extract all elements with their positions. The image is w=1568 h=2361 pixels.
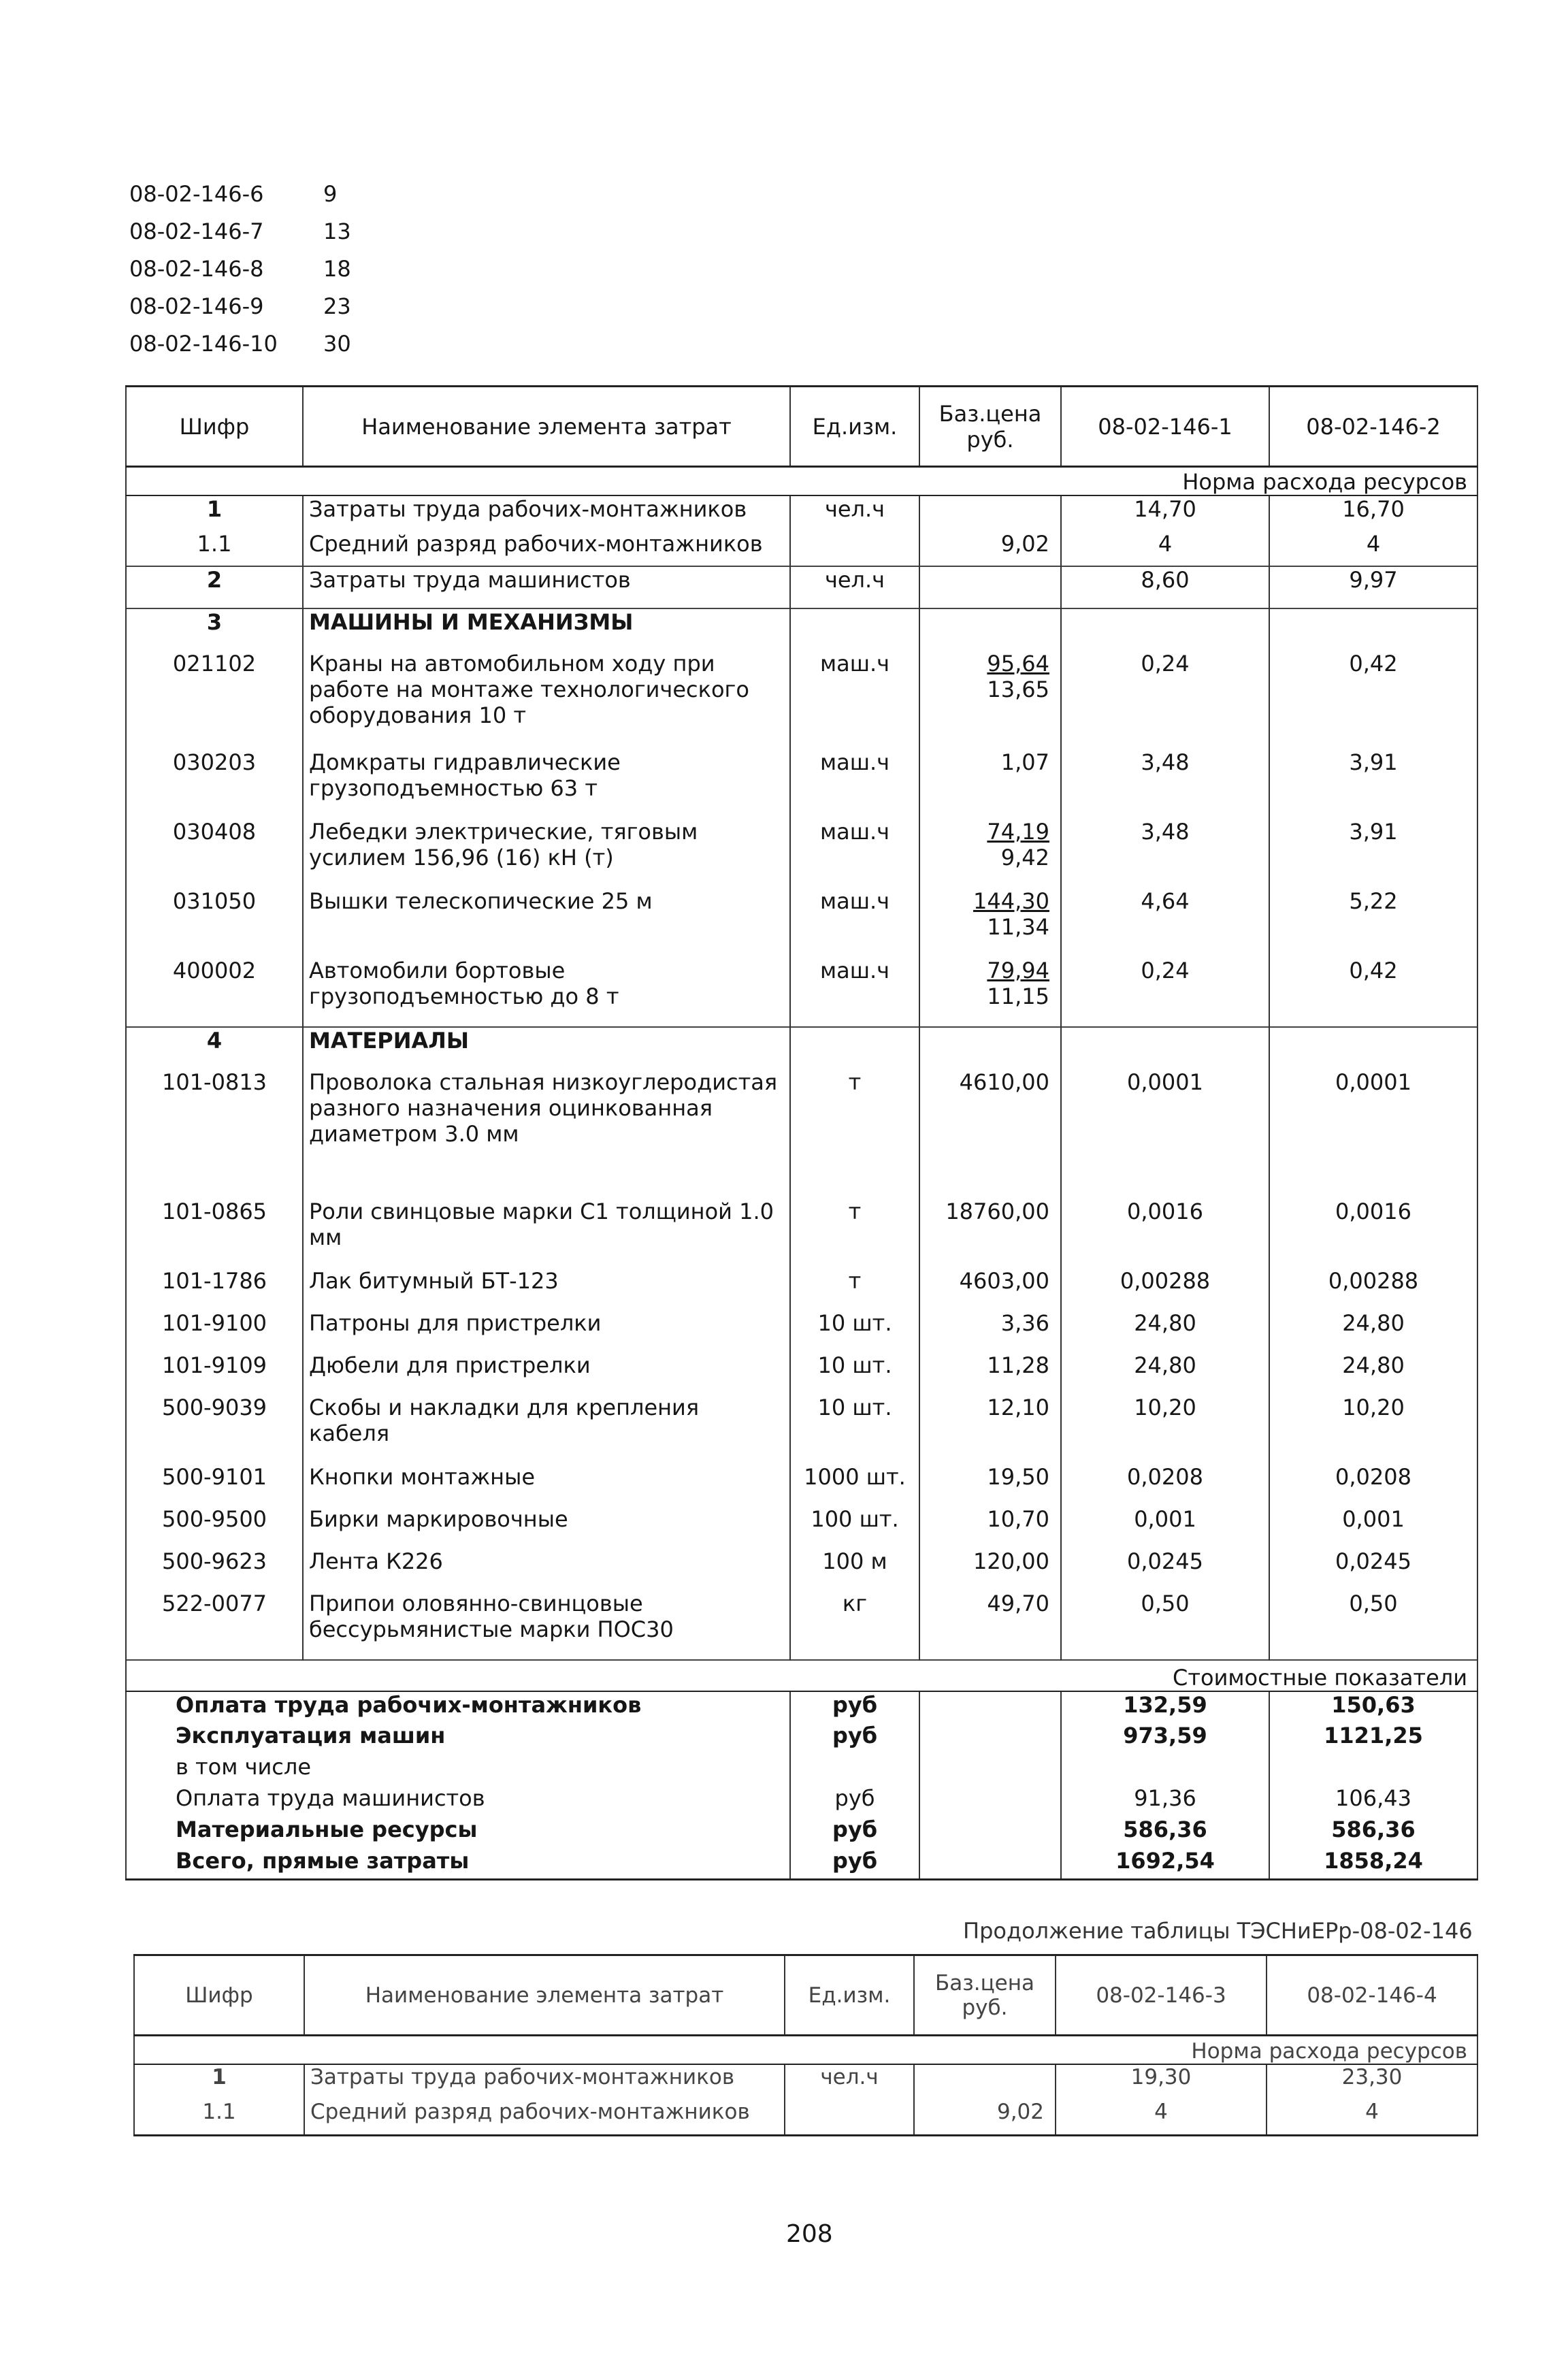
row-unit (790, 608, 919, 651)
total-unit: руб (790, 1817, 919, 1848)
header-unit: Ед.изм. (790, 387, 919, 467)
table-header-row (126, 387, 1477, 467)
row-price (919, 1268, 1061, 1310)
row-name: МАШИНЫ И МЕХАНИЗМЫ (303, 608, 790, 651)
price-secondary-value: 11,15 (987, 983, 1049, 1009)
list-value: 18 (323, 256, 351, 282)
row-unit (790, 1027, 919, 1069)
total-price (919, 1848, 1061, 1879)
row-name: Затраты труда рабочих-монтажников (304, 2064, 785, 2100)
price-value: 144,30 (973, 888, 1049, 914)
code-list-row (129, 250, 391, 288)
table-row (126, 1395, 1477, 1464)
row-value-1: 14,70 (1061, 495, 1269, 531)
row-name: Лента К226 (303, 1548, 790, 1591)
row-price (919, 651, 1061, 749)
total-label: Всего, прямые затраты (126, 1848, 790, 1879)
row-code: 1 (134, 2064, 304, 2100)
norm-subheader: Норма расхода ресурсов (134, 2036, 1477, 2065)
code-list-row (129, 213, 391, 250)
row-unit: 1000 шт. (790, 1464, 919, 1506)
code-list-row (129, 288, 391, 325)
row-unit: маш.ч (790, 958, 919, 1027)
row-name: Средний разряд рабочих-монтажников (303, 531, 790, 566)
row-code: 400002 (126, 958, 303, 1027)
row-value-1: 0,24 (1061, 958, 1269, 1027)
row-code: 1 (126, 495, 303, 531)
row-value-2: 5,22 (1269, 888, 1477, 958)
row-value-2: 24,80 (1269, 1310, 1477, 1352)
row-value-2: 4 (1269, 531, 1477, 566)
table-row (126, 1464, 1477, 1506)
row-unit: т (790, 1069, 919, 1199)
table-row (126, 888, 1477, 958)
row-unit: маш.ч (790, 651, 919, 749)
row-value-1: 24,80 (1061, 1310, 1269, 1352)
header-name: Наименование элемента затрат (303, 387, 790, 467)
row-unit: чел.ч (790, 566, 919, 608)
row-value-1: 4 (1061, 531, 1269, 566)
row-price (919, 749, 1061, 819)
row-price (919, 1310, 1061, 1352)
row-code: 500-9101 (126, 1464, 303, 1506)
table-row (126, 1591, 1477, 1660)
resource-table-continued (133, 1954, 1478, 2136)
total-label: Материальные ресурсы (126, 1817, 790, 1848)
row-code: 101-0865 (126, 1199, 303, 1268)
total-row (126, 1691, 1477, 1723)
row-price (919, 1464, 1061, 1506)
total-value-2: 106,43 (1269, 1785, 1477, 1817)
price-value: 1,07 (1000, 749, 1049, 775)
list-value: 30 (323, 331, 351, 357)
price-value: 10,70 (987, 1506, 1049, 1532)
row-name: Проволока стальная низкоуглеродистая разного назначения оцинкованная диаметром 3.0 мм (303, 1069, 790, 1199)
total-value-2 (1269, 1754, 1477, 1785)
total-price (919, 1691, 1061, 1723)
row-unit: т (790, 1199, 919, 1268)
row-value-2: 23,30 (1267, 2064, 1477, 2100)
total-label: в том числе (126, 1754, 790, 1785)
row-value-2: 0,0001 (1269, 1069, 1477, 1199)
row-value-2: 10,20 (1269, 1395, 1477, 1464)
row-code: 4 (126, 1027, 303, 1069)
table-row (126, 1199, 1477, 1268)
row-price (919, 608, 1061, 651)
price-value: 12,10 (987, 1395, 1049, 1420)
price-value: 95,64 (987, 651, 1049, 677)
row-unit (785, 2100, 914, 2135)
row-price (919, 1591, 1061, 1660)
row-value-1: 0,0208 (1061, 1464, 1269, 1506)
row-price (919, 1199, 1061, 1268)
row-value-2 (1269, 1027, 1477, 1069)
header-code: Шифр (126, 387, 303, 467)
row-unit: маш.ч (790, 749, 919, 819)
header-price: Баз.цена руб. (919, 387, 1061, 467)
total-value-2: 586,36 (1269, 1817, 1477, 1848)
row-value-1: 0,0001 (1061, 1069, 1269, 1199)
row-name: Домкраты гидравлические грузоподъемностью 63 т (303, 749, 790, 819)
row-value-2: 3,91 (1269, 749, 1477, 819)
table-row (126, 1548, 1477, 1591)
list-code: 08-02-146-7 (129, 218, 264, 244)
row-value-2: 4 (1267, 2100, 1477, 2135)
table-row (126, 1027, 1477, 1069)
table-row (126, 1352, 1477, 1395)
row-price (919, 1027, 1061, 1069)
row-value-2: 0,0208 (1269, 1464, 1477, 1506)
row-value-1: 4,64 (1061, 888, 1269, 958)
price-value: 18760,00 (945, 1199, 1049, 1224)
total-price (919, 1785, 1061, 1817)
row-code: 101-9109 (126, 1352, 303, 1395)
list-code: 08-02-146-9 (129, 293, 264, 319)
row-code: 101-0813 (126, 1069, 303, 1199)
header-col2: 08-02-146-4 (1267, 1955, 1477, 2036)
total-unit: руб (790, 1723, 919, 1754)
row-value-1: 3,48 (1061, 819, 1269, 888)
code-list-row (129, 176, 391, 213)
row-code: 3 (126, 608, 303, 651)
row-value-1: 0,00288 (1061, 1268, 1269, 1310)
resource-table (125, 385, 1478, 1880)
row-value-1: 8,60 (1061, 566, 1269, 608)
list-value: 23 (323, 293, 351, 319)
total-row (126, 1723, 1477, 1754)
total-unit: руб (790, 1785, 919, 1817)
row-value-2: 0,50 (1269, 1591, 1477, 1660)
row-value-2: 0,001 (1269, 1506, 1477, 1548)
row-value-2: 0,42 (1269, 958, 1477, 1027)
header-name: Наименование элемента затрат (304, 1955, 785, 2036)
total-label: Оплата труда рабочих-монтажников (126, 1691, 790, 1723)
list-value: 9 (323, 181, 338, 207)
row-unit: чел.ч (785, 2064, 914, 2100)
row-code: 101-9100 (126, 1310, 303, 1352)
row-code: 1.1 (134, 2100, 304, 2135)
table-row (126, 1069, 1477, 1199)
row-value-2: 24,80 (1269, 1352, 1477, 1395)
row-name: Скобы и накладки для крепления кабеля (303, 1395, 790, 1464)
table-row (126, 1268, 1477, 1310)
table-body (126, 495, 1477, 1879)
row-name: Вышки телескопические 25 м (303, 888, 790, 958)
row-value-2: 0,0245 (1269, 1548, 1477, 1591)
row-price (919, 1352, 1061, 1395)
list-code: 08-02-146-10 (129, 331, 278, 357)
row-value-1: 10,20 (1061, 1395, 1269, 1464)
row-price (919, 888, 1061, 958)
row-name: Лебедки электрические, тяговым усилием 156,96 (16) кН (т) (303, 819, 790, 888)
row-value-2: 3,91 (1269, 819, 1477, 888)
row-unit: кг (790, 1591, 919, 1660)
subheader-row (126, 467, 1477, 496)
total-value-1: 1692,54 (1061, 1848, 1269, 1879)
row-price (919, 819, 1061, 888)
total-unit (790, 1754, 919, 1785)
price-value: 79,94 (987, 958, 1049, 983)
price-value: 4603,00 (959, 1268, 1049, 1294)
total-value-1 (1061, 1754, 1269, 1785)
header-code: Шифр (134, 1955, 304, 2036)
row-price (919, 531, 1061, 566)
row-value-2: 0,0016 (1269, 1199, 1477, 1268)
total-row (126, 1817, 1477, 1848)
code-list-row (129, 325, 391, 363)
total-row (126, 1785, 1477, 1817)
table-row (126, 608, 1477, 651)
row-unit: 10 шт. (790, 1395, 919, 1464)
row-unit: 100 шт. (790, 1506, 919, 1548)
header-col1: 08-02-146-3 (1056, 1955, 1267, 2036)
row-value-1: 0,50 (1061, 1591, 1269, 1660)
row-code: 500-9500 (126, 1506, 303, 1548)
price-value: 9,02 (1000, 531, 1049, 557)
row-price (914, 2064, 1056, 2100)
total-value-1: 132,59 (1061, 1691, 1269, 1723)
row-unit: т (790, 1268, 919, 1310)
continuation-caption: Продолжение таблицы ТЭСНиЕРр-08-02-146 (963, 1918, 1473, 1944)
total-value-1: 91,36 (1061, 1785, 1269, 1817)
total-price (919, 1817, 1061, 1848)
row-value-1: 4 (1056, 2100, 1267, 2135)
row-name: Автомобили бортовые грузоподъемностью до 8 т (303, 958, 790, 1027)
table-row (126, 749, 1477, 819)
row-value-1: 0,001 (1061, 1506, 1269, 1548)
table-row (126, 566, 1477, 608)
total-value-1: 973,59 (1061, 1723, 1269, 1754)
row-name: Припои оловянно-свинцовые бессурьмянистые марки ПОС30 (303, 1591, 790, 1660)
total-value-1: 586,36 (1061, 1817, 1269, 1848)
price-secondary-value: 11,34 (987, 914, 1049, 940)
total-value-2: 150,63 (1269, 1691, 1477, 1723)
row-price: 9,02 (914, 2100, 1056, 2135)
list-code: 08-02-146-6 (129, 181, 264, 207)
row-value-1: 19,30 (1056, 2064, 1267, 2100)
table-body (134, 2064, 1477, 2135)
row-value-2: 9,97 (1269, 566, 1477, 608)
total-price (919, 1723, 1061, 1754)
table-header-row (134, 1955, 1477, 2036)
total-unit: руб (790, 1691, 919, 1723)
table-row (126, 958, 1477, 1027)
total-row (126, 1848, 1477, 1879)
row-name: Роли свинцовые марки С1 толщиной 1.0 мм (303, 1199, 790, 1268)
norm-subheader: Норма расхода ресурсов (126, 467, 1477, 496)
row-name: Затраты труда рабочих-монтажников (303, 495, 790, 531)
row-price (919, 495, 1061, 531)
row-code: 1.1 (126, 531, 303, 566)
row-code: 500-9039 (126, 1395, 303, 1464)
row-value-1: 24,80 (1061, 1352, 1269, 1395)
row-unit: маш.ч (790, 819, 919, 888)
row-name: Затраты труда машинистов (303, 566, 790, 608)
header-unit: Ед.изм. (785, 1955, 914, 2036)
row-price (919, 1069, 1061, 1199)
header-price: Баз.цена руб. (914, 1955, 1056, 2036)
row-name: Средний разряд рабочих-монтажников (304, 2100, 785, 2135)
total-label: Эксплуатация машин (126, 1723, 790, 1754)
row-name: Патроны для пристрелки (303, 1310, 790, 1352)
list-code: 08-02-146-8 (129, 256, 264, 282)
row-code: 101-1786 (126, 1268, 303, 1310)
price-value: 49,70 (987, 1591, 1049, 1616)
table-row (126, 1310, 1477, 1352)
table-row (126, 531, 1477, 566)
row-value-1: 3,48 (1061, 749, 1269, 819)
subheader-row (134, 2036, 1477, 2065)
row-value-1: 0,24 (1061, 651, 1269, 749)
price-value: 74,19 (987, 819, 1049, 845)
row-name: Краны на автомобильном ходу при работе на монтаже технологического оборудования 10 т (303, 651, 790, 749)
total-price (919, 1754, 1061, 1785)
total-unit: руб (790, 1848, 919, 1879)
row-unit: маш.ч (790, 888, 919, 958)
row-name: Кнопки монтажные (303, 1464, 790, 1506)
row-price (919, 1506, 1061, 1548)
row-code: 031050 (126, 888, 303, 958)
list-value: 13 (323, 218, 351, 244)
row-value-2 (1269, 608, 1477, 651)
table-row (126, 651, 1477, 749)
price-value: 4610,00 (959, 1069, 1049, 1095)
row-code: 500-9623 (126, 1548, 303, 1591)
row-unit: чел.ч (790, 495, 919, 531)
table-row (134, 2064, 1477, 2100)
row-code: 522-0077 (126, 1591, 303, 1660)
price-value: 11,28 (987, 1352, 1049, 1378)
code-list (129, 176, 391, 363)
total-value-2: 1121,25 (1269, 1723, 1477, 1754)
table-row (134, 2100, 1477, 2135)
row-unit: 10 шт. (790, 1352, 919, 1395)
row-price (919, 958, 1061, 1027)
header-col2: 08-02-146-2 (1269, 387, 1477, 467)
row-unit (790, 531, 919, 566)
row-value-2: 16,70 (1269, 495, 1477, 531)
total-label: Оплата труда машинистов (126, 1785, 790, 1817)
price-value: 3,36 (1000, 1310, 1049, 1336)
row-value-1: 0,0016 (1061, 1199, 1269, 1268)
table-row (126, 819, 1477, 888)
row-name: Дюбели для пристрелки (303, 1352, 790, 1395)
price-value: 120,00 (973, 1548, 1049, 1574)
row-name: Лак битумный БТ-123 (303, 1268, 790, 1310)
row-code: 030203 (126, 749, 303, 819)
table-row (126, 1506, 1477, 1548)
price-value: 19,50 (987, 1464, 1049, 1490)
cost-header-row (126, 1660, 1477, 1691)
row-price (919, 1548, 1061, 1591)
row-name: МАТЕРИАЛЫ (303, 1027, 790, 1069)
page-number: 208 (786, 2220, 833, 2248)
row-price (919, 1395, 1061, 1464)
row-code: 030408 (126, 819, 303, 888)
row-value-1 (1061, 1027, 1269, 1069)
row-value-1 (1061, 608, 1269, 651)
cost-subheader: Стоимостные показатели (126, 1660, 1477, 1691)
table-row (126, 495, 1477, 531)
row-value-1: 0,0245 (1061, 1548, 1269, 1591)
row-unit: 10 шт. (790, 1310, 919, 1352)
header-col1: 08-02-146-1 (1061, 387, 1269, 467)
row-price (919, 566, 1061, 608)
row-name: Бирки маркировочные (303, 1506, 790, 1548)
row-value-2: 0,42 (1269, 651, 1477, 749)
price-secondary-value: 9,42 (1000, 845, 1049, 870)
total-value-2: 1858,24 (1269, 1848, 1477, 1879)
row-code: 021102 (126, 651, 303, 749)
total-row (126, 1754, 1477, 1785)
price-secondary-value: 13,65 (987, 677, 1049, 702)
row-value-2: 0,00288 (1269, 1268, 1477, 1310)
row-unit: 100 м (790, 1548, 919, 1591)
row-code: 2 (126, 566, 303, 608)
